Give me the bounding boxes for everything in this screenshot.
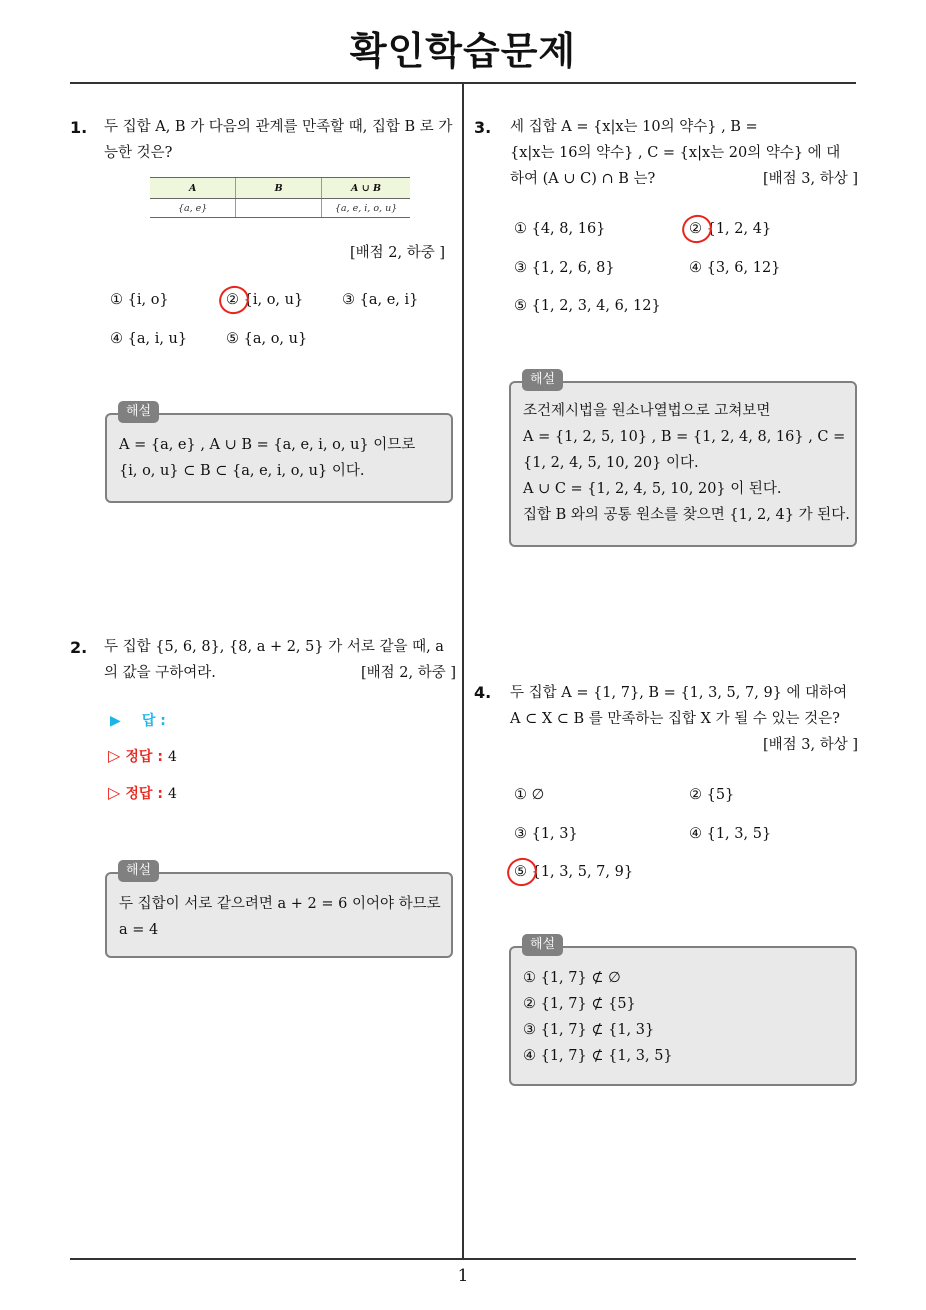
page-title: 확인학습문제 xyxy=(349,29,577,73)
q3-choice-2-mark: ② xyxy=(689,221,702,237)
q4-explanation-box xyxy=(509,946,857,1086)
q1-explanation-line-2: {i, o, u} ⊂ B ⊂ {a, e, i, o, u} 이다. xyxy=(119,463,365,479)
q1-table-header-b: B xyxy=(236,178,322,199)
q1-choice-2[interactable] xyxy=(226,292,303,308)
q3-explanation-line-2: A = {1, 2, 5, 10} , B = {1, 2, 4, 8, 16} , C = xyxy=(523,429,846,445)
q2-text-line-1: 두 집합 {5, 6, 8}, {8, a + 2, 5} 가 서로 같을 때, a xyxy=(104,639,444,655)
q2-score: [배점 2, 하중 ] xyxy=(360,665,456,681)
q1-table-cell-a: {a, e} xyxy=(150,199,236,218)
q2-answer-marker: ▶ xyxy=(110,713,121,729)
q1-number: 1. xyxy=(70,118,88,137)
q2-text xyxy=(104,634,456,686)
q1-choice-1[interactable]: ① {i, o} xyxy=(110,292,169,308)
q2-explanation-box xyxy=(105,872,453,958)
q4-explanation-line-1: ① {1, 7} ⊄ ∅ xyxy=(523,970,621,986)
q4-text-line-2: A ⊂ X ⊂ B 를 만족하는 집합 X 가 될 수 있는 것은? xyxy=(510,711,840,727)
q1-table xyxy=(150,177,410,218)
q1-explanation-box xyxy=(105,413,453,503)
q2-explanation-tag: 해설 xyxy=(118,860,159,882)
q4-explanation-tag: 해설 xyxy=(522,934,563,956)
q1-explanation-line-1: A = {a, e} , A ∪ B = {a, e, i, o, u} 이므로 xyxy=(119,437,416,453)
q2-number: 2. xyxy=(70,638,88,657)
q3-text xyxy=(510,114,858,192)
q4-choice-4[interactable]: ④ {1, 3, 5} xyxy=(689,826,772,842)
q3-number: 3. xyxy=(474,118,492,137)
q1-table-header-union: A ∪ B xyxy=(322,178,410,199)
q3-explanation-tag: 해설 xyxy=(522,369,563,391)
page-number: 1 xyxy=(457,1266,469,1286)
q2-answer-row xyxy=(110,710,166,730)
q1-choice-5[interactable]: ⑤ {a, o, u} xyxy=(226,331,308,347)
q2-explanation-line-1: 두 집합이 서로 같으려면 a + 2 = 6 이어야 하므로 xyxy=(119,896,441,912)
q2-correct-row-2 xyxy=(108,783,177,803)
q4-choice-5-mark: ⑤ xyxy=(514,864,527,880)
q2-explanation-line-2: a = 4 xyxy=(119,922,159,938)
q4-explanation-line-2: ② {1, 7} ⊄ {5} xyxy=(523,996,636,1012)
q3-text-line-3: 하여 (A ∪ C) ∩ B 는? xyxy=(510,171,656,187)
q3-choice-3[interactable]: ③ {1, 2, 6, 8} xyxy=(514,260,615,276)
q3-text-line-1: 세 집합 A = {x|x는 10의 약수} , B = xyxy=(510,119,758,135)
q4-choice-5-text: {1, 3, 5, 7, 9} xyxy=(527,864,634,880)
q2-correct-value-2: 4 xyxy=(168,786,177,802)
q4-choice-3[interactable]: ③ {1, 3} xyxy=(514,826,578,842)
q2-correct-label-1: 정답 : xyxy=(125,749,163,765)
q4-explanation-line-3: ③ {1, 7} ⊄ {1, 3} xyxy=(523,1022,655,1038)
q4-explanation-line-4: ④ {1, 7} ⊄ {1, 3, 5} xyxy=(523,1048,673,1064)
q3-choice-5[interactable]: ⑤ {1, 2, 3, 4, 6, 12} xyxy=(514,298,661,314)
q3-text-line-2: {x|x는 16의 약수} , C = {x|x는 20의 약수} 에 대 xyxy=(510,145,841,161)
column-divider xyxy=(462,84,464,1258)
q2-text-line-2: 의 값을 구하여라. xyxy=(104,665,216,681)
q3-explanation-line-5: 집합 B 와의 공통 원소를 찾으면 {1, 2, 4} 가 된다. xyxy=(523,507,850,523)
q1-table-header-a: A xyxy=(150,178,236,199)
q2-correct-label-2: 정답 : xyxy=(125,786,163,802)
q3-choice-4[interactable]: ④ {3, 6, 12} xyxy=(689,260,781,276)
q4-choice-2[interactable]: ② {5} xyxy=(689,787,735,803)
q3-choice-1[interactable]: ① {4, 8, 16} xyxy=(514,221,606,237)
bottom-rule xyxy=(70,1258,856,1260)
q1-choice-2-mark: ② xyxy=(226,292,239,308)
q3-score: [배점 3, 하상 ] xyxy=(762,171,858,187)
q3-explanation-box xyxy=(509,381,857,547)
q3-explanation-line-4: A ∪ C = {1, 2, 4, 5, 10, 20} 이 된다. xyxy=(523,481,782,497)
q4-text xyxy=(510,680,858,758)
q3-explanation-line-1: 조건제시법을 원소나열법으로 고쳐보면 xyxy=(523,403,771,419)
q1-choice-4[interactable]: ④ {a, i, u} xyxy=(110,331,188,347)
q3-choice-2-text: {1, 2, 4} xyxy=(702,221,772,237)
q1-choice-3[interactable]: ③ {a, e, i} xyxy=(342,292,419,308)
q4-number: 4. xyxy=(474,683,492,702)
q2-correct-marker-1: ▷ xyxy=(108,746,121,765)
q1-score: [배점 2, 하중 ] xyxy=(350,245,446,261)
q1-table-cell-b xyxy=(236,199,322,218)
q2-correct-row-1 xyxy=(108,746,177,766)
q4-choice-1[interactable]: ① ∅ xyxy=(514,787,545,803)
q2-answer-label: 답 : xyxy=(141,713,166,729)
q3-choice-2[interactable] xyxy=(689,221,771,237)
q2-correct-marker-2: ▷ xyxy=(108,783,121,802)
q1-table-cell-union: {a, e, i, o, u} xyxy=(322,199,410,218)
q1-choice-2-text: {i, o, u} xyxy=(239,292,304,308)
q1-explanation-tag: 해설 xyxy=(118,401,159,423)
q1-text: 두 집합 A, B 가 다음의 관계를 만족할 때, 집합 B 로 가능한 것은? xyxy=(104,119,453,161)
q3-explanation-line-3: {1, 2, 4, 5, 10, 20} 이다. xyxy=(523,455,699,471)
q2-correct-value-1: 4 xyxy=(168,749,177,765)
q4-choice-5[interactable] xyxy=(514,864,633,880)
q4-text-line-1: 두 집합 A = {1, 7}, B = {1, 3, 5, 7, 9} 에 대하여 xyxy=(510,685,848,701)
q4-score: [배점 3, 하상 ] xyxy=(762,737,858,753)
